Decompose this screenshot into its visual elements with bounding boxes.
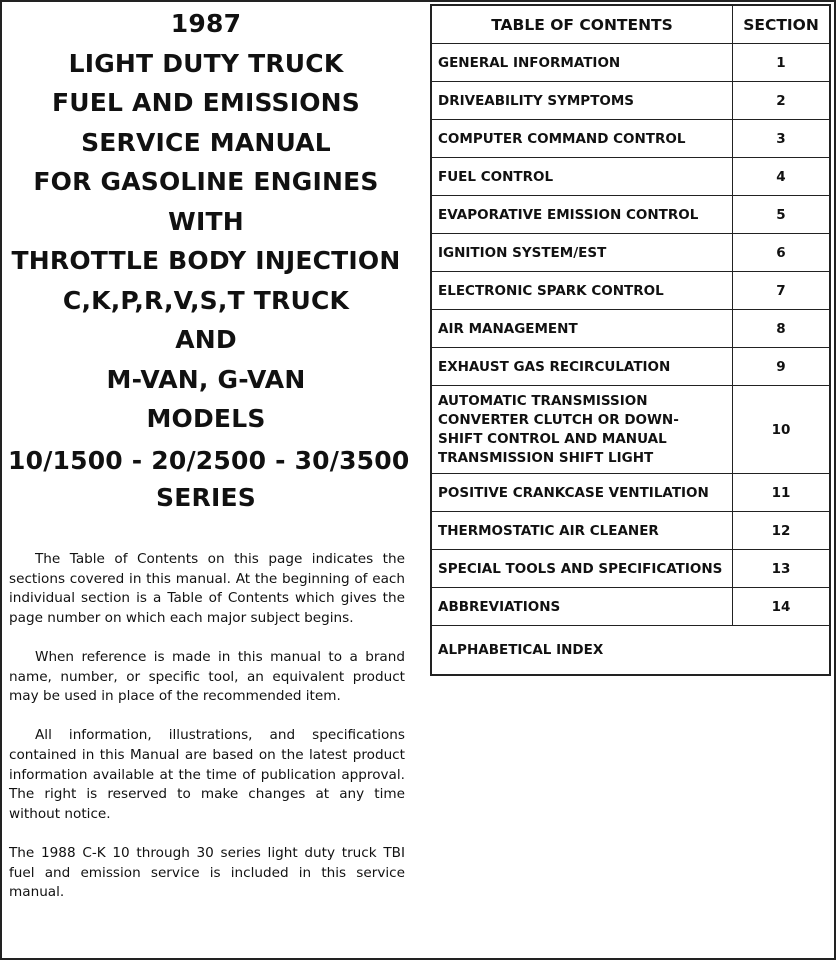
toc-section-number: 10	[733, 386, 831, 474]
title-line: WITH	[168, 206, 244, 236]
toc-title: FUEL CONTROL	[431, 158, 733, 196]
toc-section-number: 13	[733, 550, 831, 588]
toc-title: DRIVEABILITY SYMPTOMS	[431, 82, 733, 120]
toc-header-section: SECTION	[733, 5, 831, 44]
toc-row	[431, 512, 830, 550]
toc-section-number: 2	[733, 82, 831, 120]
toc-header	[431, 5, 830, 44]
toc-title-line: SHIFT CONTROL AND MANUAL	[438, 430, 667, 447]
toc-section-number: 9	[733, 348, 831, 386]
toc-row	[431, 386, 830, 474]
title-line: FOR GASOLINE ENGINES	[33, 167, 379, 196]
toc-title: POSITIVE CRANKCASE VENTILATION	[431, 474, 733, 512]
toc-section-number: 3	[733, 120, 831, 158]
toc-section-number: 11	[733, 474, 831, 512]
toc-row	[431, 234, 830, 272]
toc-section-number: 8	[733, 310, 831, 348]
toc-section-number: 7	[733, 272, 831, 310]
title-line: SERIES	[156, 482, 256, 512]
toc-title: EVAPORATIVE EMISSION CONTROL	[431, 196, 733, 234]
toc-section-number: 4	[733, 158, 831, 196]
toc-title-line: AUTOMATIC TRANSMISSION	[438, 392, 648, 409]
toc-row	[431, 82, 830, 120]
toc-section-number: 1	[733, 44, 831, 82]
toc-row	[431, 272, 830, 310]
title-line: 10/1500 - 20/2500 - 30/3500	[8, 445, 410, 475]
toc-row	[431, 348, 830, 386]
toc-title: ABBREVIATIONS	[431, 588, 733, 626]
paragraph: When reference is made in this manual to a brand name, number, or specific tool, an equivalent product may be used in place of the recommended item.	[9, 648, 405, 705]
toc-index: ALPHABETICAL INDEX	[431, 626, 830, 676]
title-line: FUEL AND EMISSIONS	[51, 88, 361, 117]
toc-section-number: 12	[733, 512, 831, 550]
title-line: C,K,P,R,V,S,T TRUCK	[62, 285, 350, 315]
toc-title: GENERAL INFORMATION	[431, 44, 733, 82]
toc-title-line: TRANSMISSION SHIFT LIGHT	[438, 449, 654, 466]
intro-text	[9, 550, 405, 922]
toc-index-row	[431, 626, 830, 676]
toc-row	[431, 310, 830, 348]
toc-header-title: TABLE OF CONTENTS	[431, 5, 733, 44]
manual-title	[8, 4, 410, 512]
title-line: 1987	[170, 9, 242, 38]
toc-title: AIR MANAGEMENT	[431, 310, 733, 348]
toc-row	[431, 120, 830, 158]
title-line: MODELS	[146, 404, 266, 433]
toc-title-line: CONVERTER CLUTCH OR DOWN-	[438, 411, 679, 428]
toc-row	[431, 550, 830, 588]
toc-title: ELECTRONIC SPARK CONTROL	[431, 272, 733, 310]
title-line: THROTTLE BODY INJECTION	[11, 246, 401, 275]
toc-section-number: 14	[733, 588, 831, 626]
title-line: AND	[175, 325, 237, 354]
toc-title	[431, 386, 733, 474]
title-line: M-VAN, G-VAN	[106, 364, 306, 394]
toc-row	[431, 588, 830, 626]
toc-title: THERMOSTATIC AIR CLEANER	[431, 512, 733, 550]
toc-title: COMPUTER COMMAND CONTROL	[431, 120, 733, 158]
toc-title: SPECIAL TOOLS AND SPECIFICATIONS	[431, 550, 733, 588]
table-of-contents	[430, 4, 831, 676]
toc-row	[431, 474, 830, 512]
toc-row	[431, 196, 830, 234]
toc-row	[431, 158, 830, 196]
toc-section-number: 5	[733, 196, 831, 234]
toc-title: EXHAUST GAS RECIRCULATION	[431, 348, 733, 386]
title-line: SERVICE MANUAL	[81, 127, 331, 157]
toc-section-number: 6	[733, 234, 831, 272]
paragraph: The 1988 C-K 10 through 30 series light duty truck TBI fuel and emission service is included in this service manual.	[9, 844, 405, 901]
toc-row	[431, 44, 830, 82]
paragraph: All information, illustrations, and specifications contained in this Manual are based on the latest product information available at the time of publication approval. The right is reserved to make changes at any time without notice.	[9, 727, 405, 822]
title-line: LIGHT DUTY TRUCK	[68, 48, 344, 78]
paragraph: The Table of Contents on this page indicates the sections covered in this manual. At the beginning of each individual section is a Table of Contents which gives the page number on which each major subject begins.	[9, 551, 405, 626]
toc-title: IGNITION SYSTEM/EST	[431, 234, 733, 272]
